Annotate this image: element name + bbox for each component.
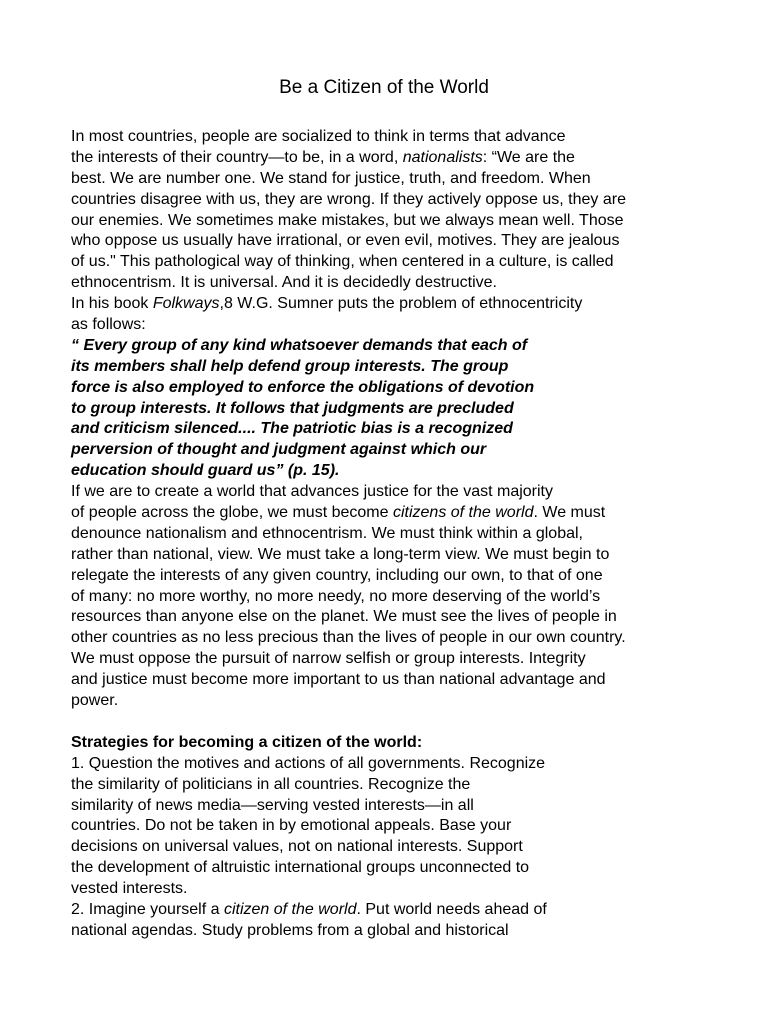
text-line: [71, 252, 711, 273]
text-segment: countries disagree with us, they are wrong. If they actively oppose us, they are: [71, 190, 626, 208]
text-line: [71, 169, 711, 190]
text-segment: denounce nationalism and ethnocentrism. We must think within a global,: [71, 524, 583, 542]
text-line: [71, 524, 711, 545]
text-segment: our enemies. We sometimes make mistakes, but we always mean well. Those: [71, 211, 624, 229]
quote-line: “ Every group of any kind whatsoever demands that each of: [71, 336, 528, 354]
text-line: [71, 315, 711, 336]
text-line: [71, 294, 711, 315]
intro-paragraph: [71, 127, 711, 294]
text-line: [71, 816, 711, 837]
italic-segment: citizen of the world: [223, 900, 357, 918]
text-line: [71, 921, 711, 942]
text-segment: . We must: [533, 504, 606, 522]
text-segment: relegate the interests of any given country, including our own, to that of one: [71, 566, 603, 584]
text-segment: ,8 W.G. Sumner puts the problem of ethnocentricity: [219, 295, 583, 313]
page-title: Be a Citizen of the World: [279, 77, 489, 98]
text-segment: rather than national, view. We must take a long-term view. We must begin to: [71, 545, 610, 563]
text-segment: best. We are number one. We stand for justice, truth, and freedom. When: [71, 169, 591, 187]
italic-segment: Folkways: [152, 295, 220, 313]
text-line: [71, 273, 711, 294]
document-body: [71, 127, 711, 942]
text-line: [71, 503, 711, 524]
text-segment: the interests of their country—to be, in a word,: [71, 148, 403, 166]
text-segment: decisions on universal values, not on national interests. Support: [71, 838, 523, 856]
text-line: [71, 566, 711, 587]
text-line: [71, 858, 711, 879]
text-line: [71, 148, 711, 169]
citizens-paragraph: [71, 482, 711, 712]
quote-line: its members shall help defend group interests. The group: [71, 357, 509, 375]
text-segment: countries. Do not be taken in by emotional appeals. Base your: [71, 817, 512, 835]
text-segment: : “We are the: [482, 148, 575, 166]
text-segment: of us." This pathological way of thinking, when centered in a culture, is called: [71, 253, 614, 271]
sumner-paragraph: [71, 294, 711, 336]
text-line: [71, 670, 711, 691]
text-segment: of many: no more worthy, no more needy, no more deserving of the world’s: [71, 587, 601, 605]
text-line: [71, 775, 711, 796]
text-line: [71, 607, 711, 628]
text-line: [71, 231, 711, 252]
text-line: [71, 211, 711, 232]
quote-line: education should guard us” (p. 15).: [71, 462, 340, 480]
text-segment: In most countries, people are socialized to think in terms that advance: [71, 128, 566, 145]
text-segment: the development of altruistic international groups unconnected to: [71, 859, 530, 877]
quote-line: to group interests. It follows that judgments are precluded: [71, 399, 514, 417]
text-line: [71, 127, 711, 148]
text-segment: the similarity of politicians in all countries. Recognize the: [71, 775, 471, 793]
text-segment: similarity of news media—serving vested interests—in all: [71, 796, 474, 814]
text-segment: We must oppose the pursuit of narrow selfish or group interests. Integrity: [71, 650, 586, 668]
text-line: [71, 628, 711, 649]
text-segment: If we are to create a world that advances justice for the vast majority: [71, 483, 553, 501]
text-segment: who oppose us usually have irrational, or even evil, motives. They are jealous: [71, 232, 620, 250]
text-segment: power.: [71, 692, 119, 710]
text-segment: In his book: [71, 295, 153, 313]
text-segment: of people across the globe, we must become: [71, 504, 393, 522]
strategies-list: [71, 754, 711, 942]
italic-segment: nationalists: [402, 148, 483, 166]
text-line: [71, 482, 711, 503]
text-segment: national agendas. Study problems from a global and historical: [71, 921, 509, 939]
text-line: [71, 796, 711, 817]
strategies-heading: Strategies for becoming a citizen of the world:: [71, 733, 423, 751]
italic-segment: citizens of the world: [392, 504, 534, 522]
text-line: [71, 879, 711, 900]
text-line: [71, 754, 711, 775]
text-line: [71, 837, 711, 858]
text-segment: other countries as no less precious than the lives of people in our own country.: [71, 629, 626, 647]
paragraph-gap: [71, 712, 711, 733]
text-segment: and justice must become more important to us than national advantage and: [71, 671, 606, 689]
text-line: [71, 545, 711, 566]
text-segment: . Put world needs ahead of: [356, 900, 547, 918]
quote-line: force is also employed to enforce the obligations of devotion: [71, 378, 535, 396]
text-line: [71, 190, 711, 211]
text-line: [71, 587, 711, 608]
text-line: [71, 691, 711, 712]
text-segment: resources than anyone else on the planet. We must see the lives of people in: [71, 608, 617, 626]
text-segment: 1. Question the motives and actions of all governments. Recognize: [71, 754, 546, 772]
sumner-quote: [71, 336, 711, 482]
text-line: [71, 900, 711, 921]
text-line: [71, 649, 711, 670]
text-segment: ethnocentrism. It is universal. And it is decidedly destructive.: [71, 274, 497, 292]
text-segment: as follows:: [71, 316, 146, 334]
quote-line: and criticism silenced.... The patriotic bias is a recognized: [71, 420, 513, 438]
text-segment: vested interests.: [71, 880, 188, 898]
text-segment: 2. Imagine yourself a: [71, 900, 224, 918]
quote-line: perversion of thought and judgment against which our: [71, 441, 487, 459]
